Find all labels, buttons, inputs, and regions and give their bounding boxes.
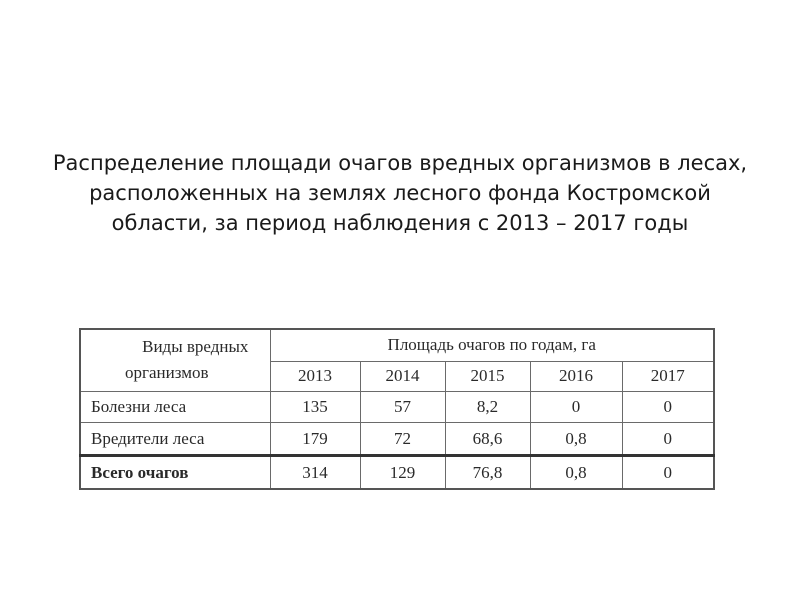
table-cell: 57 — [360, 391, 445, 423]
table-cell: 0,8 — [530, 456, 622, 489]
row-label: Болезни леса — [80, 391, 270, 423]
year-header: 2017 — [622, 361, 714, 391]
slide-title: Распределение площади очагов вредных организмов в лесах, расположенных на землях лесного фонда Костромской области, за период наблюдения с 2013 – 2017 годы — [52, 151, 748, 235]
table-cell: 129 — [360, 456, 445, 489]
year-header: 2014 — [360, 361, 445, 391]
area-header: Площадь очагов по годам, га — [270, 329, 714, 361]
table-total-row — [80, 456, 714, 489]
table-cell: 72 — [360, 423, 445, 456]
table-cell: 179 — [270, 423, 360, 456]
species-header-line1: Виды вредных — [142, 337, 249, 357]
year-header: 2016 — [530, 361, 622, 391]
table-image — [79, 328, 713, 490]
table-header-row — [80, 329, 714, 361]
table-cell: 314 — [270, 456, 360, 489]
species-header-line2: организмов — [125, 363, 209, 383]
year-header: 2015 — [445, 361, 530, 391]
table-cell: 0 — [622, 391, 714, 423]
table-cell: 68,6 — [445, 423, 530, 456]
row-label: Всего очагов — [80, 456, 270, 489]
table-cell: 8,2 — [445, 391, 530, 423]
year-header: 2013 — [270, 361, 360, 391]
table-cell: 135 — [270, 391, 360, 423]
table-cell: 0 — [530, 391, 622, 423]
pest-area-table — [79, 328, 715, 490]
table-cell: 0 — [622, 423, 714, 456]
table-cell: 0 — [622, 456, 714, 489]
table-row — [80, 423, 714, 456]
table-row — [80, 391, 714, 423]
table-cell: 0,8 — [530, 423, 622, 456]
species-header — [80, 329, 270, 391]
row-label: Вредители леса — [80, 423, 270, 456]
table-cell: 76,8 — [445, 456, 530, 489]
